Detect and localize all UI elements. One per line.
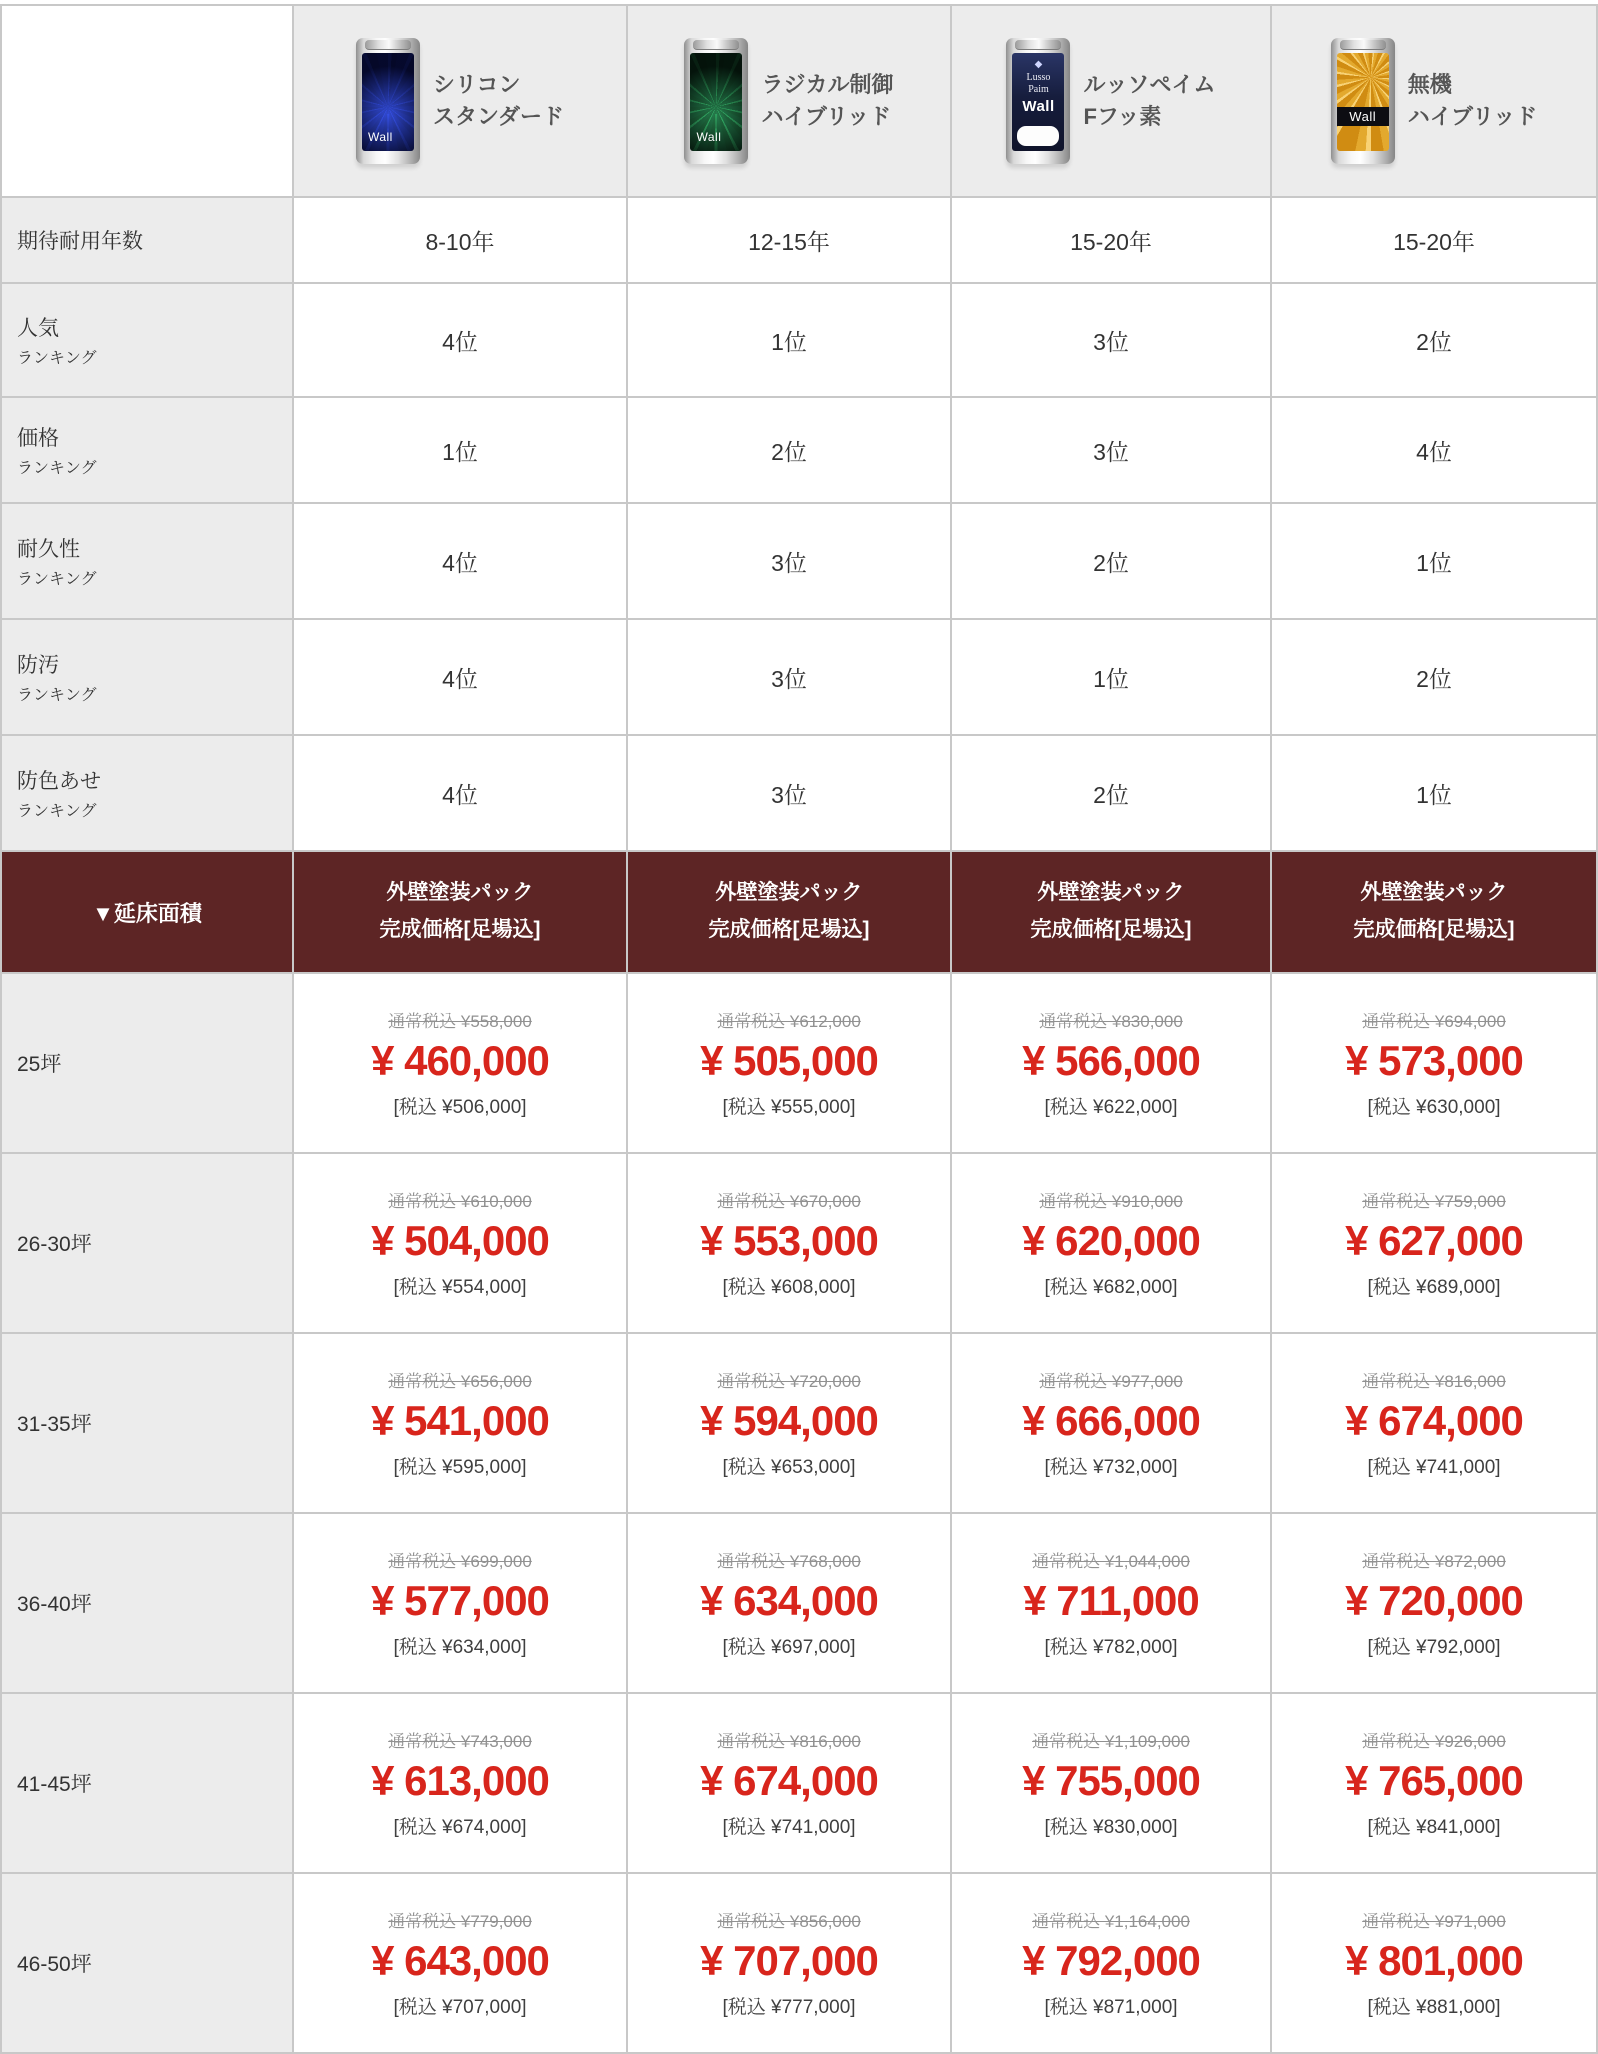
spec-value-cell: 4位 — [294, 284, 626, 396]
price-cell — [294, 1514, 626, 1692]
tax-included-price: [税込 ¥792,000] — [1367, 1637, 1501, 1658]
price-cell — [952, 1874, 1270, 2052]
spec-value-cell: 12-15年 — [628, 198, 950, 282]
original-price: 通常税込 ¥872,000 — [1362, 1552, 1506, 1571]
tax-included-price: [税込 ¥871,000] — [1044, 1997, 1178, 2018]
paint-can-icon — [1006, 38, 1070, 164]
original-price: 通常税込 ¥926,000 — [1362, 1732, 1506, 1751]
floor-area-label: 31-35坪 — [2, 1334, 292, 1512]
sale-price: ¥ 620,000 — [1022, 1217, 1200, 1264]
paint-can-icon — [356, 38, 420, 164]
can-lid — [693, 40, 739, 50]
original-price: 通常税込 ¥1,044,000 — [1032, 1552, 1190, 1571]
spec-value-cell: 8-10年 — [294, 198, 626, 282]
original-price: 通常税込 ¥558,000 — [388, 1012, 532, 1031]
spec-value-cell: 4位 — [294, 504, 626, 618]
tax-included-price: [税込 ¥595,000] — [393, 1457, 527, 1478]
spec-value-cell: 3位 — [952, 284, 1270, 396]
original-price: 通常税込 ¥699,000 — [388, 1552, 532, 1571]
spec-value-cell: 3位 — [952, 398, 1270, 502]
sale-price: ¥ 541,000 — [371, 1397, 549, 1444]
price-cell — [952, 974, 1270, 1152]
pack-header-line1: 外壁塗装パック — [386, 881, 534, 905]
price-cell — [1272, 1514, 1596, 1692]
spec-value-cell: 1位 — [1272, 504, 1596, 618]
original-price: 通常税込 ¥694,000 — [1362, 1012, 1506, 1031]
spec-sublabel: ランキング — [17, 350, 97, 367]
tax-included-price: [税込 ¥732,000] — [1044, 1457, 1178, 1478]
original-price: 通常税込 ¥977,000 — [1039, 1372, 1183, 1391]
spec-value-cell: 3位 — [628, 504, 950, 618]
spec-row-label-durability-years — [2, 198, 292, 282]
price-cell — [1272, 1694, 1596, 1872]
pack-price-header — [294, 852, 626, 972]
tax-included-price: [税込 ¥782,000] — [1044, 1637, 1178, 1658]
product-name-line1: 無機 — [1407, 72, 1452, 98]
product-name-line2: ハイブリッド — [761, 104, 892, 129]
original-price: 通常税込 ¥768,000 — [717, 1552, 861, 1571]
pack-price-header — [952, 852, 1270, 972]
pack-header-line2: 完成価格[足場込] — [708, 918, 870, 941]
can-wall-text: Wall — [367, 130, 393, 144]
price-cell — [294, 1154, 626, 1332]
spec-value-cell: 3位 — [628, 736, 950, 850]
sale-price: ¥ 613,000 — [371, 1757, 549, 1804]
sale-price: ¥ 634,000 — [700, 1577, 878, 1624]
can-label-green — [690, 53, 742, 151]
original-price: 通常税込 ¥816,000 — [1362, 1372, 1506, 1391]
sale-price: ¥ 504,000 — [371, 1217, 549, 1264]
tax-included-price: [税込 ¥622,000] — [1044, 1097, 1178, 1118]
can-wall-text: Wall — [696, 130, 722, 144]
spec-value-cell: 2位 — [1272, 620, 1596, 734]
tax-included-price: [税込 ¥707,000] — [393, 1997, 527, 2018]
can-wall-text: Wall — [1349, 108, 1377, 124]
spec-value-cell: 1位 — [628, 284, 950, 396]
product-name — [1083, 69, 1215, 133]
can-label-blue — [362, 53, 414, 151]
tax-included-price: [税込 ¥689,000] — [1367, 1277, 1501, 1298]
sale-price: ¥ 711,000 — [1023, 1577, 1199, 1624]
spec-value-cell: 1位 — [1272, 736, 1596, 850]
original-price: 通常税込 ¥656,000 — [388, 1372, 532, 1391]
tax-included-price: [税込 ¥741,000] — [1367, 1457, 1501, 1478]
diamond-icon: ◆ — [1034, 59, 1043, 70]
product-column-header-muki — [1272, 6, 1596, 196]
corner-cell — [2, 6, 292, 196]
product-name-line1: ルッソペイム — [1083, 72, 1216, 98]
floor-area-label: 25坪 — [2, 974, 292, 1152]
product-name-line1: ラジカル制御 — [761, 72, 894, 98]
price-cell — [628, 1694, 950, 1872]
original-price: 通常税込 ¥610,000 — [388, 1192, 532, 1211]
price-cell — [1272, 1334, 1596, 1512]
spec-value-cell: 4位 — [294, 736, 626, 850]
tax-included-price: [税込 ¥653,000] — [722, 1457, 856, 1478]
price-cell — [628, 1334, 950, 1512]
pack-header-line1: 外壁塗装パック — [715, 881, 863, 905]
original-price: 通常税込 ¥971,000 — [1362, 1912, 1506, 1931]
sale-price: ¥ 553,000 — [700, 1217, 878, 1264]
price-cell — [1272, 1874, 1596, 2052]
spec-value-cell: 4位 — [294, 620, 626, 734]
can-white-band — [1017, 126, 1059, 146]
sale-price: ¥ 573,000 — [1345, 1037, 1523, 1084]
can-lid — [1015, 40, 1061, 50]
product-name — [1408, 69, 1538, 133]
floor-area-label: 26-30坪 — [2, 1154, 292, 1332]
spec-value-cell: 2位 — [1272, 284, 1596, 396]
spec-row-label-price-rank — [2, 398, 292, 502]
can-label-orange — [1337, 53, 1389, 151]
original-price: 通常税込 ¥779,000 — [388, 1912, 532, 1931]
spec-value-cell: 2位 — [952, 504, 1270, 618]
product-name-line1: シリコン — [432, 72, 521, 98]
original-price: 通常税込 ¥910,000 — [1039, 1192, 1183, 1211]
original-price: 通常税込 ¥670,000 — [717, 1192, 861, 1211]
spec-label: 防色あせ — [17, 770, 101, 793]
price-cell — [628, 1154, 950, 1332]
spec-label: 防汚 — [17, 654, 59, 677]
price-cell — [952, 1334, 1270, 1512]
can-wall-text: Wall — [1022, 98, 1055, 115]
spec-value-cell: 2位 — [628, 398, 950, 502]
price-cell — [1272, 974, 1596, 1152]
pack-header-line2: 完成価格[足場込] — [1353, 918, 1515, 941]
spec-label: 耐久性 — [17, 538, 80, 561]
price-cell — [952, 1154, 1270, 1332]
price-cell — [294, 974, 626, 1152]
paint-comparison-table — [0, 4, 1598, 2054]
pack-price-header — [1272, 852, 1596, 972]
floor-area-header: ▼延床面積 — [2, 852, 292, 972]
can-lid — [365, 40, 411, 50]
spec-label: 人気 — [17, 317, 59, 340]
price-cell — [628, 1874, 950, 2052]
tax-included-price: [税込 ¥830,000] — [1044, 1817, 1178, 1838]
spec-label: 期待耐用年数 — [17, 230, 143, 253]
spec-sublabel: ランキング — [17, 687, 97, 704]
sale-price: ¥ 720,000 — [1345, 1577, 1523, 1624]
original-price: 通常税込 ¥816,000 — [717, 1732, 861, 1751]
tax-included-price: [税込 ¥697,000] — [722, 1637, 856, 1658]
spec-value-cell: 15-20年 — [1272, 198, 1596, 282]
sale-price: ¥ 765,000 — [1345, 1757, 1523, 1804]
price-cell — [1272, 1154, 1596, 1332]
spec-value-cell: 4位 — [1272, 398, 1596, 502]
product-column-header-lusso — [952, 6, 1270, 196]
spec-row-label-fade-rank — [2, 736, 292, 850]
tax-included-price: [税込 ¥674,000] — [393, 1817, 527, 1838]
tax-included-price: [税込 ¥555,000] — [722, 1097, 856, 1118]
price-cell — [952, 1694, 1270, 1872]
spec-value-cell: 1位 — [952, 620, 1270, 734]
tax-included-price: [税込 ¥777,000] — [722, 1997, 856, 2018]
pack-header-line2: 完成価格[足場込] — [379, 918, 541, 941]
paint-can-icon — [684, 38, 748, 164]
sale-price: ¥ 707,000 — [700, 1937, 878, 1984]
can-brand-text: Lusso Paim — [1026, 72, 1051, 95]
spec-row-label-durability-rank — [2, 504, 292, 618]
sale-price: ¥ 627,000 — [1345, 1217, 1523, 1264]
spec-sublabel: ランキング — [17, 460, 97, 477]
original-price: 通常税込 ¥830,000 — [1039, 1012, 1183, 1031]
tax-included-price: [税込 ¥506,000] — [393, 1097, 527, 1118]
product-name — [433, 69, 564, 133]
tax-included-price: [税込 ¥630,000] — [1367, 1097, 1501, 1118]
sale-price: ¥ 566,000 — [1022, 1037, 1200, 1084]
sale-price: ¥ 505,000 — [700, 1037, 878, 1084]
pack-header-line1: 外壁塗装パック — [1360, 881, 1508, 905]
can-label-navy — [1012, 53, 1064, 151]
tax-included-price: [税込 ¥682,000] — [1044, 1277, 1178, 1298]
floor-area-label: 46-50坪 — [2, 1874, 292, 2052]
price-cell — [294, 1694, 626, 1872]
pack-price-header — [628, 852, 950, 972]
price-cell — [628, 974, 950, 1152]
floor-area-label: 41-45坪 — [2, 1694, 292, 1872]
tax-included-price: [税込 ¥554,000] — [393, 1277, 527, 1298]
product-name-line2: ハイブリッド — [1407, 104, 1538, 129]
paint-can-icon — [1331, 38, 1395, 164]
spec-row-label-antifouling-rank — [2, 620, 292, 734]
original-price: 通常税込 ¥612,000 — [717, 1012, 861, 1031]
spec-sublabel: ランキング — [17, 571, 97, 588]
original-price: 通常税込 ¥720,000 — [717, 1372, 861, 1391]
spec-value-cell: 15-20年 — [952, 198, 1270, 282]
product-name-line2: スタンダード — [432, 104, 565, 129]
price-cell — [294, 1874, 626, 2052]
tax-included-price: [税込 ¥881,000] — [1367, 1997, 1501, 2018]
spec-sublabel: ランキング — [17, 803, 97, 820]
product-column-header-silicon — [294, 6, 626, 196]
product-name-line2: Fフッ素 — [1083, 104, 1162, 129]
pack-header-line1: 外壁塗装パック — [1037, 881, 1185, 905]
sale-price: ¥ 643,000 — [371, 1937, 549, 1984]
spec-label: 価格 — [17, 427, 59, 450]
sale-price: ¥ 755,000 — [1022, 1757, 1200, 1804]
can-lid — [1340, 40, 1386, 50]
floor-area-label: 36-40坪 — [2, 1514, 292, 1692]
spec-value-cell: 2位 — [952, 736, 1270, 850]
price-cell — [294, 1334, 626, 1512]
spec-value-cell: 1位 — [294, 398, 626, 502]
pack-header-line2: 完成価格[足場込] — [1030, 918, 1192, 941]
sale-price: ¥ 460,000 — [371, 1037, 549, 1084]
price-cell — [628, 1514, 950, 1692]
sale-price: ¥ 801,000 — [1345, 1937, 1523, 1984]
product-column-header-radical — [628, 6, 950, 196]
product-name — [761, 69, 893, 133]
tax-included-price: [税込 ¥841,000] — [1367, 1817, 1501, 1838]
spec-row-label-popularity — [2, 284, 292, 396]
sale-price: ¥ 577,000 — [371, 1577, 549, 1624]
spec-value-cell: 3位 — [628, 620, 950, 734]
tax-included-price: [税込 ¥741,000] — [722, 1817, 856, 1838]
tax-included-price: [税込 ¥634,000] — [393, 1637, 527, 1658]
sale-price: ¥ 594,000 — [700, 1397, 878, 1444]
price-cell — [952, 1514, 1270, 1692]
tax-included-price: [税込 ¥608,000] — [722, 1277, 856, 1298]
sale-price: ¥ 674,000 — [1345, 1397, 1523, 1444]
original-price: 通常税込 ¥759,000 — [1362, 1192, 1506, 1211]
can-black-band — [1337, 107, 1389, 126]
sale-price: ¥ 792,000 — [1022, 1937, 1200, 1984]
original-price: 通常税込 ¥1,109,000 — [1032, 1732, 1190, 1751]
sale-price: ¥ 674,000 — [700, 1757, 878, 1804]
original-price: 通常税込 ¥743,000 — [388, 1732, 532, 1751]
sale-price: ¥ 666,000 — [1022, 1397, 1200, 1444]
original-price: 通常税込 ¥856,000 — [717, 1912, 861, 1931]
original-price: 通常税込 ¥1,164,000 — [1032, 1912, 1190, 1931]
